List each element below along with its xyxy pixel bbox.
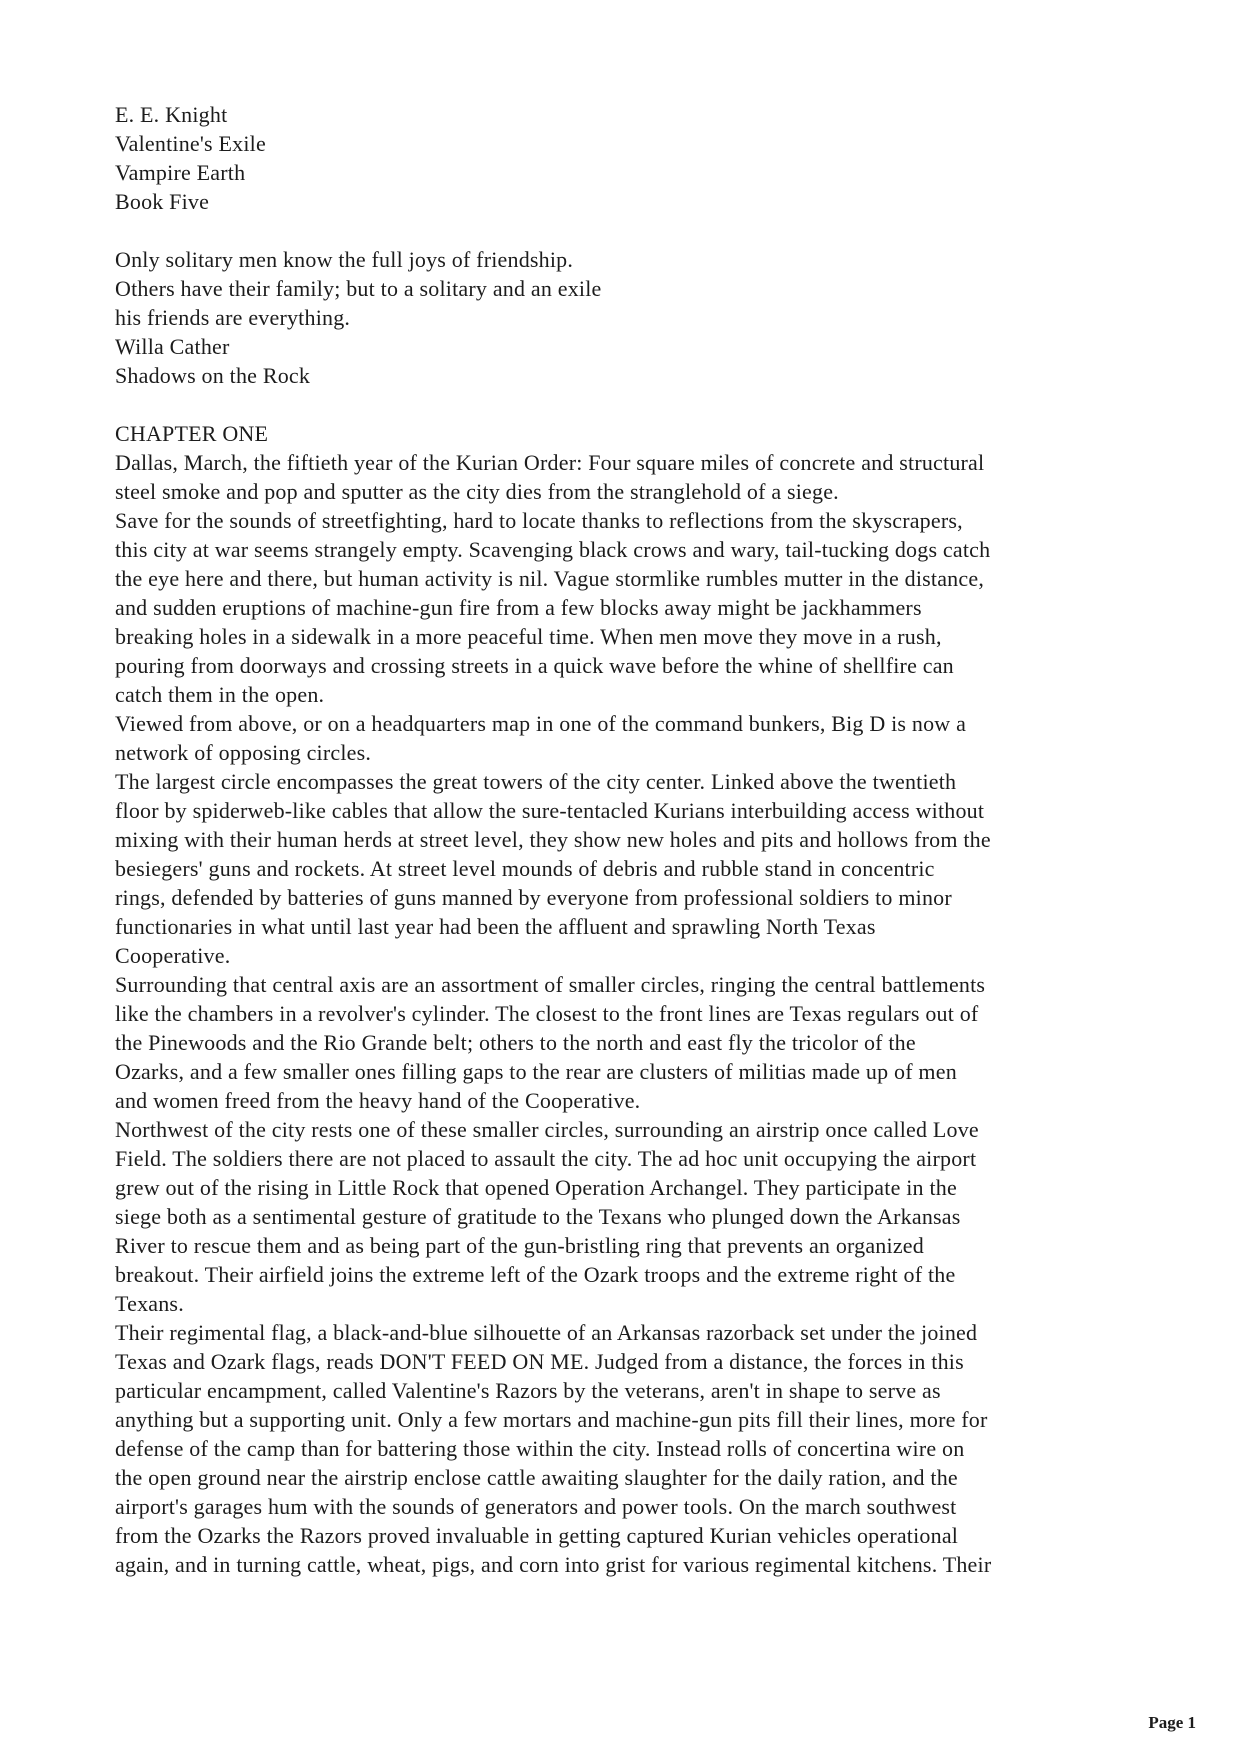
text-line: Ozarks, and a few smaller ones filling gaps to the rear are clusters of militias made up of men [115, 1059, 957, 1084]
text-line: Texas and Ozark flags, reads DON'T FEED ON ME. Judged from a distance, the forces in this [115, 1349, 964, 1374]
text-line: and sudden eruptions of machine-gun fire from a few blocks away might be jackhammers [115, 595, 922, 620]
text-line: particular encampment, called Valentine's Razors by the veterans, aren't in shape to serve as [115, 1378, 941, 1403]
text-line: this city at war seems strangely empty. Scavenging black crows and wary, tail-tucking dogs catch [115, 537, 991, 562]
text-line: Surrounding that central axis are an assortment of smaller circles, ringing the central battlements [115, 972, 986, 997]
text-line: like the chambers in a revolver's cylinder. The closest to the front lines are Texas regulars out of [115, 1001, 979, 1026]
title-block [115, 100, 1155, 216]
text-line: Dallas, March, the fiftieth year of the Kurian Order: Four square miles of concrete and structural [115, 450, 985, 475]
text-line: network of opposing circles. [115, 740, 372, 765]
chapter-body [115, 448, 1155, 1579]
text-line: Cooperative. [115, 943, 231, 968]
text-line: breaking holes in a sidewalk in a more peaceful time. When men move they move in a rush, [115, 624, 942, 649]
text-line: Viewed from above, or on a headquarters map in one of the command bunkers, Big D is now a [115, 711, 967, 736]
text-line: Book Five [115, 189, 210, 214]
text-line: his friends are everything. [115, 305, 351, 330]
text-line: besiegers' guns and rockets. At street level mounds of debris and rubble stand in concentric [115, 856, 935, 881]
text-line: and women freed from the heavy hand of the Cooperative. [115, 1088, 641, 1113]
text-line: breakout. Their airfield joins the extreme left of the Ozark troops and the extreme right of the [115, 1262, 956, 1287]
text-line: Only solitary men know the full joys of friendship. [115, 247, 574, 272]
text-line: E. E. Knight [115, 102, 228, 127]
text-line: catch them in the open. [115, 682, 325, 707]
chapter-block [115, 419, 1155, 1579]
text-line: steel smoke and pop and sputter as the city dies from the stranglehold of a siege. [115, 479, 839, 504]
text-line: Northwest of the city rests one of these smaller circles, surrounding an airstrip once called Love [115, 1117, 979, 1142]
text-line: River to rescue them and as being part of the gun-bristling ring that prevents an organized [115, 1233, 924, 1258]
text-line: the eye here and there, but human activity is nil. Vague stormlike rumbles mutter in the distance, [115, 566, 985, 591]
text-line: functionaries in what until last year had been the affluent and sprawling North Texas [115, 914, 876, 939]
text-line: The largest circle encompasses the great towers of the city center. Linked above the twentieth [115, 769, 957, 794]
chapter-heading: CHAPTER ONE [115, 421, 269, 446]
text-line: the open ground near the airstrip enclose cattle awaiting slaughter for the daily ration, and the [115, 1465, 958, 1490]
text-line: defense of the camp than for battering those within the city. Instead rolls of concertina wire on [115, 1436, 965, 1461]
text-line: Field. The soldiers there are not placed to assault the city. The ad hoc unit occupying the airport [115, 1146, 977, 1171]
text-line: airport's garages hum with the sounds of generators and power tools. On the march southwest [115, 1494, 957, 1519]
text-line: rings, defended by batteries of guns manned by everyone from professional soldiers to minor [115, 885, 952, 910]
text-line: floor by spiderweb-like cables that allow the sure-tentacled Kurians interbuilding access without [115, 798, 985, 823]
text-line: Texans. [115, 1291, 184, 1316]
text-line: Willa Cather [115, 334, 230, 359]
text-line: grew out of the rising in Little Rock that opened Operation Archangel. They participate in the [115, 1175, 957, 1200]
text-line: the Pinewoods and the Rio Grande belt; others to the north and east fly the tricolor of the [115, 1030, 916, 1055]
text-line: siege both as a sentimental gesture of gratitude to the Texans who plunged down the Arkansas [115, 1204, 961, 1229]
text-line: Save for the sounds of streetfighting, hard to locate thanks to reflections from the skyscrapers, [115, 508, 963, 533]
text-line: Vampire Earth [115, 160, 246, 185]
text-line: Shadows on the Rock [115, 363, 311, 388]
text-line: pouring from doorways and crossing streets in a quick wave before the whine of shellfire can [115, 653, 954, 678]
epigraph-block [115, 245, 1155, 390]
text-line: anything but a supporting unit. Only a few mortars and machine-gun pits fill their lines, more for [115, 1407, 988, 1432]
text-line: Others have their family; but to a solitary and an exile [115, 276, 602, 301]
text-line: again, and in turning cattle, wheat, pigs, and corn into grist for various regimental kitchens. Their [115, 1552, 992, 1577]
text-line: mixing with their human herds at street level, they show new holes and pits and hollows from the [115, 827, 991, 852]
page-content [115, 100, 1155, 1579]
text-line: Their regimental flag, a black-and-blue silhouette of an Arkansas razorback set under the joined [115, 1320, 978, 1345]
text-line: from the Ozarks the Razors proved invaluable in getting captured Kurian vehicles operational [115, 1523, 959, 1548]
text-line: Valentine's Exile [115, 131, 266, 156]
page-number-label: Page 1 [1148, 1713, 1196, 1732]
